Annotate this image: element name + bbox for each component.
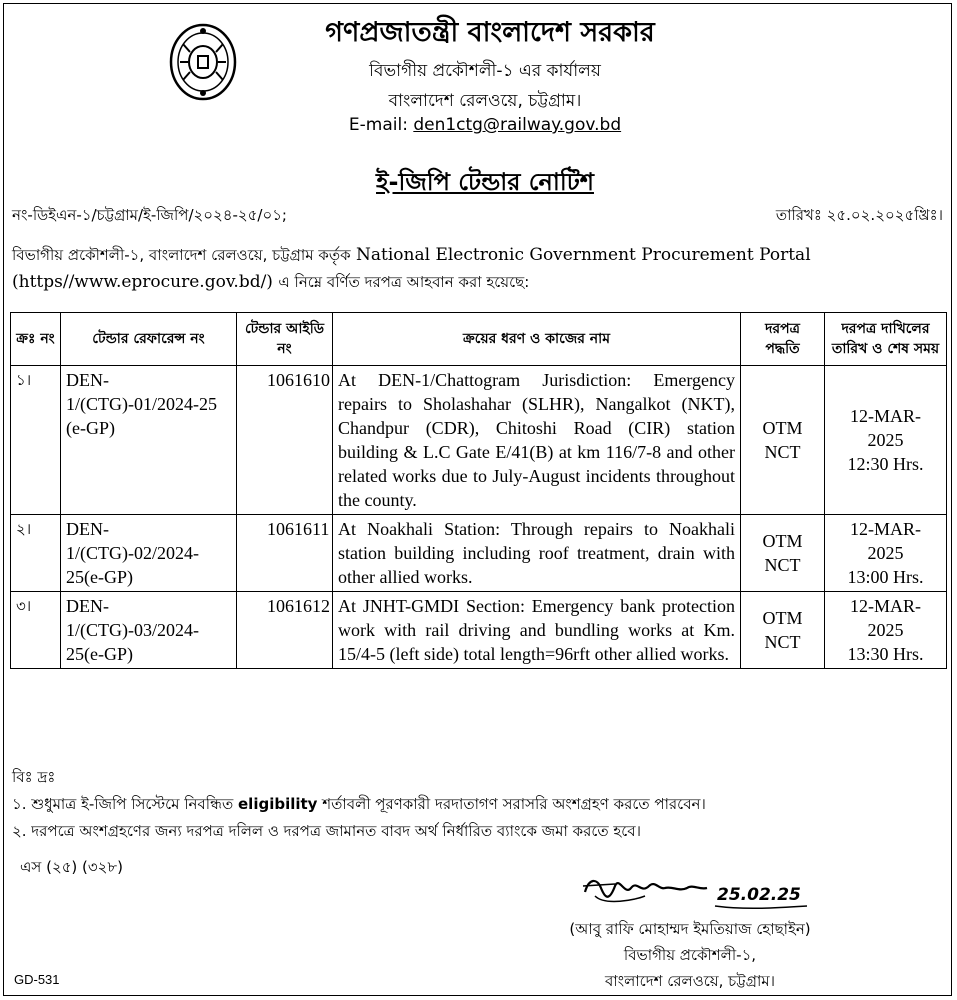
method-type: OTM — [762, 418, 803, 438]
notice-date: তারিখঃ ২৫.০২.২০২৫খ্রিঃ। — [775, 206, 943, 224]
row-sl: ৩। — [11, 592, 61, 669]
header-ref: টেন্ডার রেফারেন্স নং — [61, 313, 237, 366]
signature-icon — [575, 866, 815, 916]
row-desc: At DEN-1/Chattogram Jurisdiction: Emergency repairs to Sholashahar (SLHR), Nangalkot (NKT), Chandpur (CDR), Chitoshi Road (CIR) station building & L.C Gate E/41(B) at km 116/7-8 and other related works due to July-August incidents throughout the county. — [333, 366, 741, 515]
tender-table — [10, 312, 947, 669]
intro-text-2: এ নিম্নে বর্ণিত দরপত্র আহবান করা হয়েছে: — [278, 273, 530, 291]
notes-section — [12, 764, 706, 845]
deadline-year: 2025 — [867, 430, 904, 450]
row-id: 1061611 — [237, 515, 333, 592]
deadline-time: 13:00 Hrs. — [847, 567, 924, 587]
row-deadline — [825, 515, 947, 592]
note-1-part-c: শর্তাবলী পূরণকারী দরদাতাগণ সরাসরি অংশগ্রহণ করতে পারবেন। — [322, 795, 706, 813]
office-location: বাংলাদেশ রেলওয়ে, চট্টগ্রাম। — [388, 91, 582, 111]
method-type: OTM — [762, 608, 803, 628]
row-deadline — [825, 592, 947, 669]
note-1 — [12, 791, 706, 818]
signer-name: (আবু রাফি মোহাম্মদ ইমতিয়াজ হোছাইন) — [569, 920, 811, 938]
government-name: গণপ্রজাতন্ত্রী বাংলাদেশ সরকার — [325, 17, 655, 48]
method-scope: NCT — [764, 442, 801, 462]
office-name: বিভাগীয় প্রকৌশলী-১ এর কার্যালয় — [369, 61, 601, 81]
reference-number: নং-ডিইএন-১/চট্টগ্রাম/ই-জিপি/২০২৪-২৫/০১; — [12, 206, 287, 224]
table-row — [11, 366, 947, 515]
header-sl: ক্রঃ নং — [11, 313, 61, 366]
header-deadline: দরপত্র দাখিলের তারিখ ও শেষ সময় — [825, 313, 947, 366]
table-header-row — [11, 313, 947, 366]
email-label: E-mail: — [348, 115, 408, 135]
note-1-keyword: eligibility — [238, 795, 318, 813]
row-ref: DEN-1/(CTG)-01/2024-25 (e-GP) — [61, 366, 237, 515]
row-method — [741, 592, 825, 669]
signer-office: বাংলাদেশ রেলওয়ে, চট্টগ্রাম। — [604, 972, 776, 990]
header-id: টেন্ডার আইডি নং — [237, 313, 333, 366]
notes-heading: বিঃ দ্রঃ — [12, 768, 56, 786]
deadline-year: 2025 — [867, 620, 904, 640]
intro-portal: National Electronic Government Procurement Portal (https//www.eprocure.gov.bd/) — [12, 245, 811, 292]
email-link[interactable]: den1ctg@railway.gov.bd — [413, 115, 622, 135]
row-ref: DEN-1/(CTG)-03/2024-25(e-GP) — [61, 592, 237, 669]
row-sl: ২। — [11, 515, 61, 592]
table-row — [11, 592, 947, 669]
deadline-date: 12-MAR- — [850, 596, 921, 616]
intro-paragraph — [12, 242, 942, 296]
method-type: OTM — [762, 531, 803, 551]
signature-date: 25.02.25 — [717, 885, 801, 905]
notice-title: ই-জিপি টেন্ডার নোটিশ — [376, 168, 594, 196]
row-id: 1061612 — [237, 592, 333, 669]
method-scope: NCT — [764, 555, 801, 575]
header-method: দরপত্র পদ্ধতি — [741, 313, 825, 366]
intro-text-1: বিভাগীয় প্রকৌশলী-১, বাংলাদেশ রেলওয়ে, চট্টগ্রাম কর্তৃক — [12, 246, 351, 264]
row-id: 1061610 — [237, 366, 333, 515]
table-row — [11, 515, 947, 592]
email-line — [250, 115, 720, 135]
form-code: GD-531 — [14, 972, 60, 987]
row-desc: At Noakhali Station: Through repairs to Noakhali station building including roof treatment, drain with other allied works. — [333, 515, 741, 592]
government-seal-icon — [168, 22, 238, 102]
deadline-date: 12-MAR- — [850, 519, 921, 539]
method-scope: NCT — [764, 632, 801, 652]
note-1-part-a: ১. শুধুমাত্র ই-জিপি সিস্টেমে নিবন্ধিত — [12, 795, 234, 813]
row-method — [741, 366, 825, 515]
row-deadline — [825, 366, 947, 515]
signer-designation: বিভাগীয় প্রকৌশলী-১, — [623, 946, 757, 964]
note-2: ২. দরপত্রে অংশগ্রহণের জন্য দরপত্র দলিল ও দরপত্র জামানত বাবদ অর্থ নির্ধারিত ব্যাংকে জমা করতে হবে। — [12, 822, 642, 840]
row-method — [741, 515, 825, 592]
row-sl: ১। — [11, 366, 61, 515]
header-desc: ক্রয়ের ধরণ ও কাজের নাম — [333, 313, 741, 366]
row-ref: DEN-1/(CTG)-02/2024-25(e-GP) — [61, 515, 237, 592]
row-desc: At JNHT-GMDI Section: Emergency bank protection work with rail driving and bundling works at Km. 15/4-5 (left side) total length=96rft other allied works. — [333, 592, 741, 669]
deadline-date: 12-MAR- — [850, 406, 921, 426]
deadline-year: 2025 — [867, 543, 904, 563]
memo-number: এস (২৫) (৩২৮) — [20, 858, 123, 876]
deadline-time: 12:30 Hrs. — [847, 454, 924, 474]
deadline-time: 13:30 Hrs. — [847, 644, 924, 664]
